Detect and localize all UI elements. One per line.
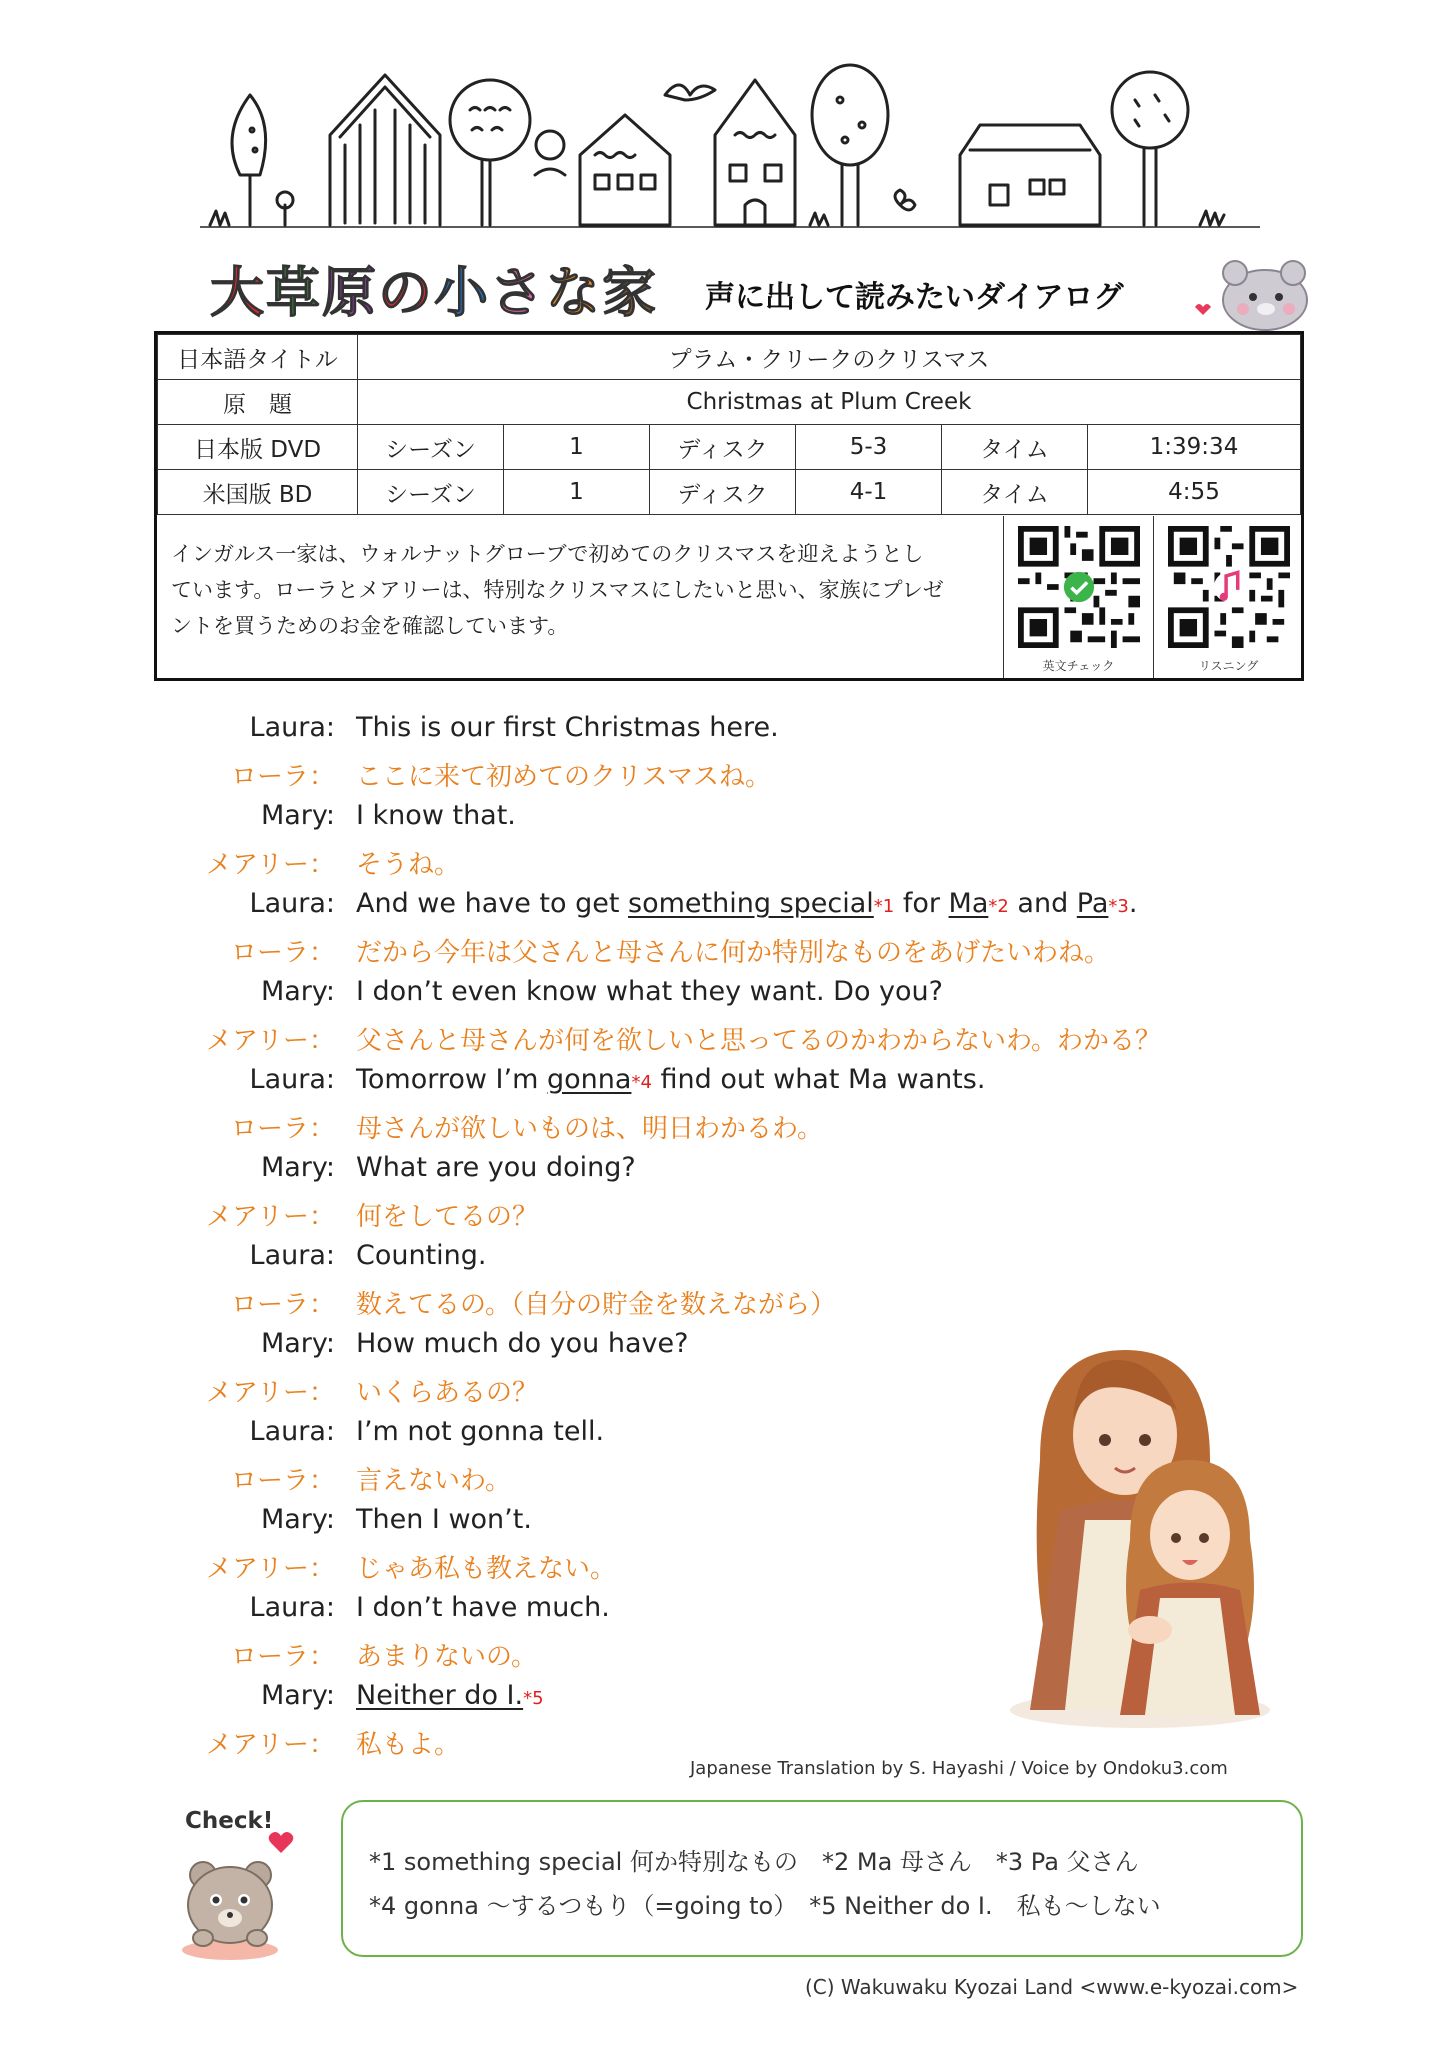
speaker-label: メアリー：	[206, 1378, 335, 1408]
qr-listening[interactable]	[1153, 516, 1303, 678]
speaker-label: ローラ：	[230, 1466, 335, 1496]
speaker-label: Laura:	[249, 1240, 335, 1271]
series-subtitle: 声に出して読みたいダイアログ	[705, 280, 1124, 315]
speaker-label: ローラ：	[230, 1290, 335, 1320]
qr-code-icon	[1168, 526, 1290, 648]
copyright: (C) Wakuwaku Kyozai Land <www.e-kyozai.com>	[805, 1975, 1299, 1999]
text-segment: and	[1008, 888, 1077, 919]
speaker-label: Mary:	[260, 976, 335, 1007]
bd-season-value: 1	[504, 470, 650, 515]
vocab-pa: Pa	[1076, 888, 1109, 919]
series-title	[210, 250, 658, 327]
original-title-value: Christmas at Plum Creek	[358, 380, 1301, 425]
speaker-label: Laura:	[249, 712, 335, 743]
speaker-label: Laura:	[249, 1592, 335, 1623]
bd-disc-value: 4-1	[796, 470, 942, 515]
text-segment: for	[894, 888, 949, 919]
speaker-label: メアリー：	[206, 1202, 335, 1232]
vocab-something-special: something special	[628, 888, 874, 919]
dialogue-line-en: This is our first Christmas here.	[356, 712, 779, 743]
note-marker: *4	[631, 1072, 652, 1093]
vocab-note-line: *4 gonna ～するつもり（=going to） *5 Neither do I. 私も～しない	[369, 1892, 1161, 1920]
summary-line: インガルス一家は、ウォルナットグローブで初めてのクリスマスを迎えようとし	[171, 542, 924, 566]
translation-credit: Japanese Translation by S. Hayashi / Voice by Ondoku3.com	[690, 1758, 1228, 1779]
bd-label: 米国版 BD	[158, 470, 358, 515]
title-char: 家	[602, 261, 658, 324]
dialogue-line-en	[356, 1064, 985, 1095]
title-char: な	[546, 261, 602, 324]
dialogue-line-en: Counting.	[356, 1240, 487, 1271]
speaker-label: メアリー：	[206, 1554, 335, 1584]
title-char: さ	[490, 261, 546, 324]
speaker-label: Mary:	[260, 1504, 335, 1535]
speaker-label: Laura:	[249, 888, 335, 919]
episode-info-box	[154, 331, 1304, 681]
episode-info-table	[157, 334, 1301, 515]
dvd-time-value: 1:39:34	[1088, 425, 1301, 470]
speaker-label: メアリー：	[206, 1026, 335, 1056]
dialogue-line-ja: 何をしてるの？	[356, 1202, 539, 1232]
summary-line: ています。ローラとメアリーは、特別なクリスマスにしたいと思い、家族にプレゼ	[171, 578, 944, 602]
header-illustration	[200, 55, 1260, 235]
dialogue-line-ja: ここに来て初めてのクリスマスね。	[356, 762, 771, 792]
text-segment: .	[1128, 888, 1138, 919]
summary-line: ントを買うためのお金を確認しています。	[171, 614, 569, 638]
note-marker: *5	[523, 1688, 544, 1709]
note-marker: *1	[873, 896, 895, 917]
dvd-season-label: シーズン	[358, 425, 504, 470]
vocab-gonna: gonna	[547, 1064, 632, 1095]
bear-check-icon	[178, 1850, 283, 1960]
title-char: の	[378, 261, 434, 324]
text-segment: Tomorrow I’m	[356, 1064, 547, 1095]
bd-disc-label: ディスク	[650, 470, 796, 515]
dialogue-line-en: I don’t have much.	[356, 1592, 610, 1623]
dialogue-line-ja: 父さんと母さんが何を欲しいと思ってるのかわからないわ。わかる？	[356, 1026, 1161, 1056]
dvd-disc-label: ディスク	[650, 425, 796, 470]
note-marker: *3	[1108, 896, 1129, 917]
vocabulary-notes-box	[341, 1800, 1303, 1957]
dvd-disc-value: 5-3	[796, 425, 942, 470]
dialogue-line-ja: 言えないわ。	[356, 1466, 511, 1496]
qr-caption: リスニング	[1198, 659, 1259, 673]
speaker-label: ローラ：	[230, 762, 335, 792]
qr-english-check[interactable]	[1003, 516, 1153, 678]
title-char: 原	[322, 261, 378, 324]
dialogue-line-en: Then I won’t.	[356, 1504, 532, 1535]
original-title-label: 原 題	[158, 380, 358, 425]
bd-season-label: シーズン	[358, 470, 504, 515]
vocab-note-line: *1 something special 何か特別なもの *2 Ma 母さん *3 Pa 父さん	[369, 1848, 1139, 1876]
speaker-label: Mary:	[260, 800, 335, 831]
vocab-neither-do-i: Neither do I.	[356, 1680, 524, 1711]
dialogue-line-ja: 私もよ。	[356, 1730, 461, 1760]
dialogue-line-ja: だから今年は父さんと母さんに何か特別なものをあげたいわね。	[356, 938, 1111, 968]
dialogue-line-en: I don’t even know what they want. Do you?	[356, 976, 943, 1007]
speaker-label: ローラ：	[230, 938, 335, 968]
dialogue-line-ja: いくらあるの？	[356, 1378, 539, 1408]
speaker-label: Mary:	[260, 1680, 335, 1711]
dialogue-line-en	[356, 888, 1137, 919]
dvd-season-value: 1	[504, 425, 650, 470]
dialogue-line-en: What are you doing?	[356, 1152, 636, 1183]
speaker-label: Laura:	[249, 1416, 335, 1447]
title-char: 草	[266, 261, 322, 324]
bd-time-label: タイム	[942, 470, 1088, 515]
dialogue-line-ja: 母さんが欲しいものは、明日わかるわ。	[356, 1114, 823, 1144]
speaker-label: メアリー：	[206, 1730, 335, 1760]
dvd-time-label: タイム	[942, 425, 1088, 470]
sisters-illustration	[1000, 1340, 1280, 1730]
summary-area	[157, 516, 1301, 678]
dialogue-line-ja: 数えてるの。（自分の貯金を数えながら）	[356, 1290, 836, 1320]
dialogue-line-en	[356, 1680, 544, 1711]
text-segment: find out what Ma wants.	[651, 1064, 986, 1095]
dialogue-line-ja: そうね。	[356, 850, 461, 880]
title-row	[200, 250, 1320, 330]
dialogue-line-ja: じゃあ私も教えない。	[356, 1554, 617, 1584]
speaker-label: Mary:	[260, 1328, 335, 1359]
title-char: 小	[434, 261, 490, 324]
speaker-label: メアリー：	[206, 850, 335, 880]
episode-summary	[171, 536, 1131, 644]
vocab-ma: Ma	[948, 888, 989, 919]
dialogue-line-ja: あまりないの。	[356, 1642, 537, 1672]
dialogue-line-en: I know that.	[356, 800, 516, 831]
jp-title-label: 日本語タイトル	[158, 335, 358, 380]
check-label: Check!	[185, 1808, 274, 1834]
bd-time-value: 4:55	[1088, 470, 1301, 515]
speaker-label: ローラ：	[230, 1642, 335, 1672]
dialogue-line-en: I’m not gonna tell.	[356, 1416, 605, 1447]
bear-mascot-icon	[1185, 245, 1325, 335]
title-char: 大	[210, 261, 266, 324]
speaker-label: Mary:	[260, 1152, 335, 1183]
dialogue-line-en: How much do you have?	[356, 1328, 689, 1359]
note-marker: *2	[988, 896, 1009, 917]
qr-code-icon	[1018, 526, 1140, 648]
qr-caption: 英文チェック	[1042, 659, 1115, 673]
speaker-label: Laura:	[249, 1064, 335, 1095]
text-segment: And we have to get	[356, 888, 629, 919]
dvd-label: 日本版 DVD	[158, 425, 358, 470]
jp-title-value: プラム・クリークのクリスマス	[358, 335, 1301, 380]
speaker-label: ローラ：	[230, 1114, 335, 1144]
